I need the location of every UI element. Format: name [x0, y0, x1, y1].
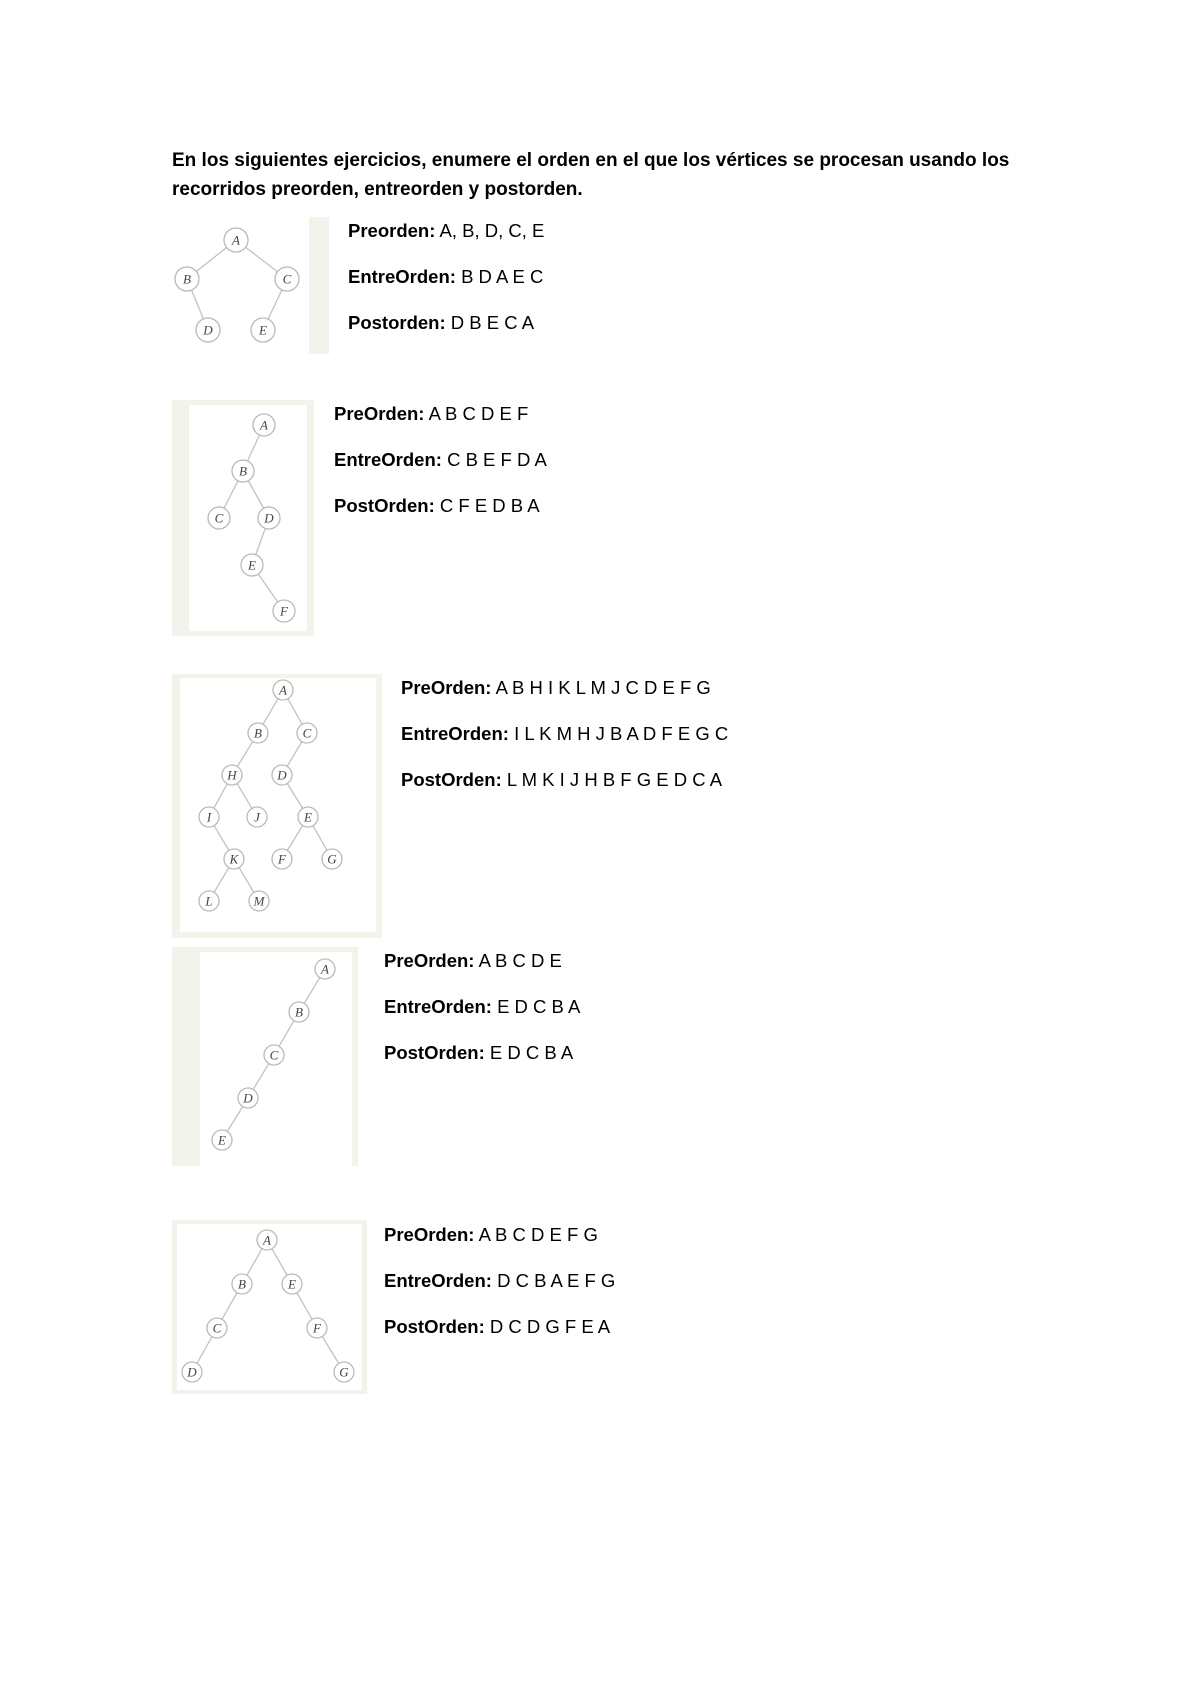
postorder-value: C F E D B A — [439, 495, 540, 516]
tree-node-b — [232, 1274, 252, 1294]
tree-node-label: F — [280, 603, 288, 619]
tree-node-a — [224, 228, 248, 252]
tree-node-a — [273, 680, 293, 700]
tree-node-label: B — [238, 1276, 246, 1292]
preorder-label: PreOrden: — [384, 950, 475, 971]
tree-node-f — [307, 1318, 327, 1338]
tree-node-e — [241, 554, 263, 576]
tree-node-c — [208, 507, 230, 529]
tree-node-label: C — [282, 271, 292, 287]
tree-node-label: A — [321, 961, 329, 977]
tree-edge — [304, 978, 320, 1004]
tree-node-d — [238, 1088, 258, 1108]
tree-node-c — [275, 267, 299, 291]
preorder-line — [401, 677, 728, 723]
tree-node-m — [249, 891, 269, 911]
tree-node-label: J — [254, 809, 260, 825]
preorder-value: A B C D E F G — [478, 1224, 598, 1245]
inorder-label: EntreOrden: — [348, 266, 456, 287]
tree-node-e — [298, 807, 318, 827]
tree-edge — [279, 1021, 294, 1047]
tree-node-c — [207, 1318, 227, 1338]
tree-figure-1 — [172, 217, 329, 354]
tree-node-label: C — [302, 725, 312, 741]
inorder-label: EntreOrden: — [384, 1270, 492, 1291]
tree-node-label: A — [232, 232, 240, 248]
tree-node-label: B — [254, 725, 262, 741]
tree-edge — [214, 826, 229, 851]
tree-edge — [237, 742, 252, 767]
inorder-label: EntreOrden: — [334, 449, 442, 470]
tree-node-b — [232, 460, 254, 482]
tree-node-label: A — [263, 1232, 271, 1248]
postorder-value: E D C B A — [489, 1042, 574, 1063]
preorder-label: PreOrden: — [401, 677, 492, 698]
tree-edge — [214, 784, 227, 808]
inorder-label: EntreOrden: — [384, 996, 492, 1017]
answers-1 — [348, 220, 544, 358]
inorder-value: C B E F D A — [447, 449, 547, 470]
answers-2 — [334, 403, 547, 541]
tree-node-i — [199, 807, 219, 827]
tree-node-label: D — [243, 1090, 253, 1106]
tree-edge — [246, 247, 278, 271]
postorder-label: Postorden: — [348, 312, 446, 333]
tree-node-label: A — [260, 417, 268, 433]
inorder-line — [334, 449, 547, 495]
tree-node-label: B — [295, 1004, 303, 1020]
tree-node-label: C — [214, 510, 224, 526]
tree-node-e — [251, 318, 275, 342]
tree-edge — [272, 1249, 287, 1276]
tree-figure-4 — [172, 947, 358, 1166]
tree-edge — [248, 435, 260, 461]
tree-node-b — [175, 267, 199, 291]
tree-edge — [222, 1293, 237, 1320]
tree-node-label: F — [278, 851, 286, 867]
inorder-value: B D A E C — [461, 266, 544, 287]
tree-edge — [237, 784, 252, 809]
preorder-value: A B C D E F — [428, 403, 529, 424]
inorder-line — [348, 266, 544, 312]
tree-node-label: I — [206, 809, 212, 825]
tree-diagram-5 — [172, 1220, 367, 1394]
tree-node-d — [182, 1362, 202, 1382]
tree-figure-2 — [172, 400, 314, 636]
tree-edge — [224, 481, 238, 508]
tree-node-f — [273, 600, 295, 622]
preorder-value: A B H I K L M J C D E F G — [495, 677, 711, 698]
tree-diagram-2 — [172, 400, 314, 636]
preorder-line — [384, 950, 580, 996]
tree-node-label: B — [239, 463, 247, 479]
tree-node-c — [264, 1045, 284, 1065]
preorder-label: Preorden: — [348, 220, 436, 241]
tree-node-b — [289, 1002, 309, 1022]
tree-node-label: D — [203, 322, 213, 338]
tree-diagram-4 — [172, 947, 358, 1166]
tree-node-label: D — [277, 767, 287, 783]
tree-node-label: E — [288, 1276, 296, 1292]
postorder-line — [348, 312, 544, 358]
tree-diagram-3 — [172, 674, 382, 938]
inorder-line — [401, 723, 728, 769]
tree-node-d — [272, 765, 292, 785]
tree-node-g — [334, 1362, 354, 1382]
postorder-value: L M K I J H B F G E D C A — [506, 769, 723, 790]
tree-node-a — [315, 959, 335, 979]
postorder-value: D B E C A — [450, 312, 535, 333]
inorder-value: E D C B A — [497, 996, 581, 1017]
tree-node-d — [258, 507, 280, 529]
tree-node-label: G — [327, 851, 337, 867]
preorder-line — [334, 403, 547, 449]
tree-edge — [287, 826, 302, 851]
inorder-line — [384, 996, 580, 1042]
postorder-line — [384, 1316, 615, 1362]
tree-edge — [253, 1064, 269, 1090]
instructions-text: En los siguientes ejercicios, enumere el orden en el que los vértices se procesan usando los recorridos preorden, entreorden y postorden. — [172, 150, 1010, 200]
inorder-line — [384, 1270, 615, 1316]
tree-edge — [258, 574, 277, 602]
tree-node-j — [247, 807, 267, 827]
postorder-value: D C D G F E A — [489, 1316, 611, 1337]
tree-node-label: G — [339, 1364, 349, 1380]
tree-node-label: B — [183, 271, 191, 287]
tree-edge — [297, 1293, 312, 1320]
tree-node-label: M — [253, 893, 265, 909]
tree-edge — [287, 742, 302, 767]
tree-diagram-1 — [172, 217, 329, 354]
answers-3 — [401, 677, 728, 815]
tree-node-label: A — [279, 682, 287, 698]
tree-edge — [248, 481, 263, 509]
tree-node-label: K — [229, 851, 239, 867]
tree-edge — [227, 1107, 242, 1132]
postorder-label: PostOrden: — [384, 1042, 485, 1063]
inorder-value: I L K M H J B A D F E G C — [514, 723, 729, 744]
tree-node-d — [196, 318, 220, 342]
tree-node-label: C — [212, 1320, 222, 1336]
tree-node-label: F — [313, 1320, 321, 1336]
tree-edge — [322, 1337, 339, 1364]
tree-edge — [288, 699, 302, 725]
tree-node-label: E — [218, 1132, 226, 1148]
tree-edge — [197, 1337, 212, 1364]
tree-edge — [268, 290, 282, 319]
tree-node-a — [257, 1230, 277, 1250]
tree-node-label: E — [248, 557, 256, 573]
tree-node-c — [297, 723, 317, 743]
inorder-value: D C B A E F G — [497, 1270, 616, 1291]
tree-node-h — [222, 765, 242, 785]
tree-edge — [313, 826, 327, 851]
preorder-line — [384, 1224, 615, 1270]
postorder-line — [384, 1042, 580, 1088]
postorder-line — [401, 769, 728, 815]
postorder-line — [334, 495, 547, 541]
answers-5 — [384, 1224, 615, 1362]
tree-edge — [192, 290, 204, 319]
tree-edge — [239, 868, 254, 893]
answers-4 — [384, 950, 580, 1088]
tree-node-f — [272, 849, 292, 869]
postorder-label: PostOrden: — [401, 769, 502, 790]
tree-node-label: D — [187, 1364, 197, 1380]
tree-node-label: E — [259, 322, 267, 338]
postorder-label: PostOrden: — [384, 1316, 485, 1337]
tree-node-l — [199, 891, 219, 911]
tree-node-label: D — [264, 510, 274, 526]
tree-node-a — [253, 414, 275, 436]
preorder-label: PreOrden: — [334, 403, 425, 424]
tree-figure-5 — [172, 1220, 367, 1394]
tree-node-label: H — [227, 767, 237, 783]
tree-edge — [214, 868, 229, 893]
preorder-value: A B C D E — [478, 950, 562, 971]
postorder-label: PostOrden: — [334, 495, 435, 516]
tree-node-label: L — [205, 893, 213, 909]
tree-node-b — [248, 723, 268, 743]
tree-edge — [196, 247, 226, 271]
tree-node-label: C — [269, 1047, 279, 1063]
tree-edge — [287, 784, 302, 809]
preorder-value: A, B, D, C, E — [439, 220, 545, 241]
tree-figure-3 — [172, 674, 382, 938]
tree-node-k — [224, 849, 244, 869]
tree-node-label: E — [304, 809, 312, 825]
tree-node-g — [322, 849, 342, 869]
tree-edge — [256, 528, 266, 554]
preorder-label: PreOrden: — [384, 1224, 475, 1245]
tree-node-e — [212, 1130, 232, 1150]
tree-edge — [263, 699, 278, 725]
tree-edge — [247, 1249, 262, 1276]
preorder-line — [348, 220, 544, 266]
inorder-label: EntreOrden: — [401, 723, 509, 744]
tree-node-e — [282, 1274, 302, 1294]
